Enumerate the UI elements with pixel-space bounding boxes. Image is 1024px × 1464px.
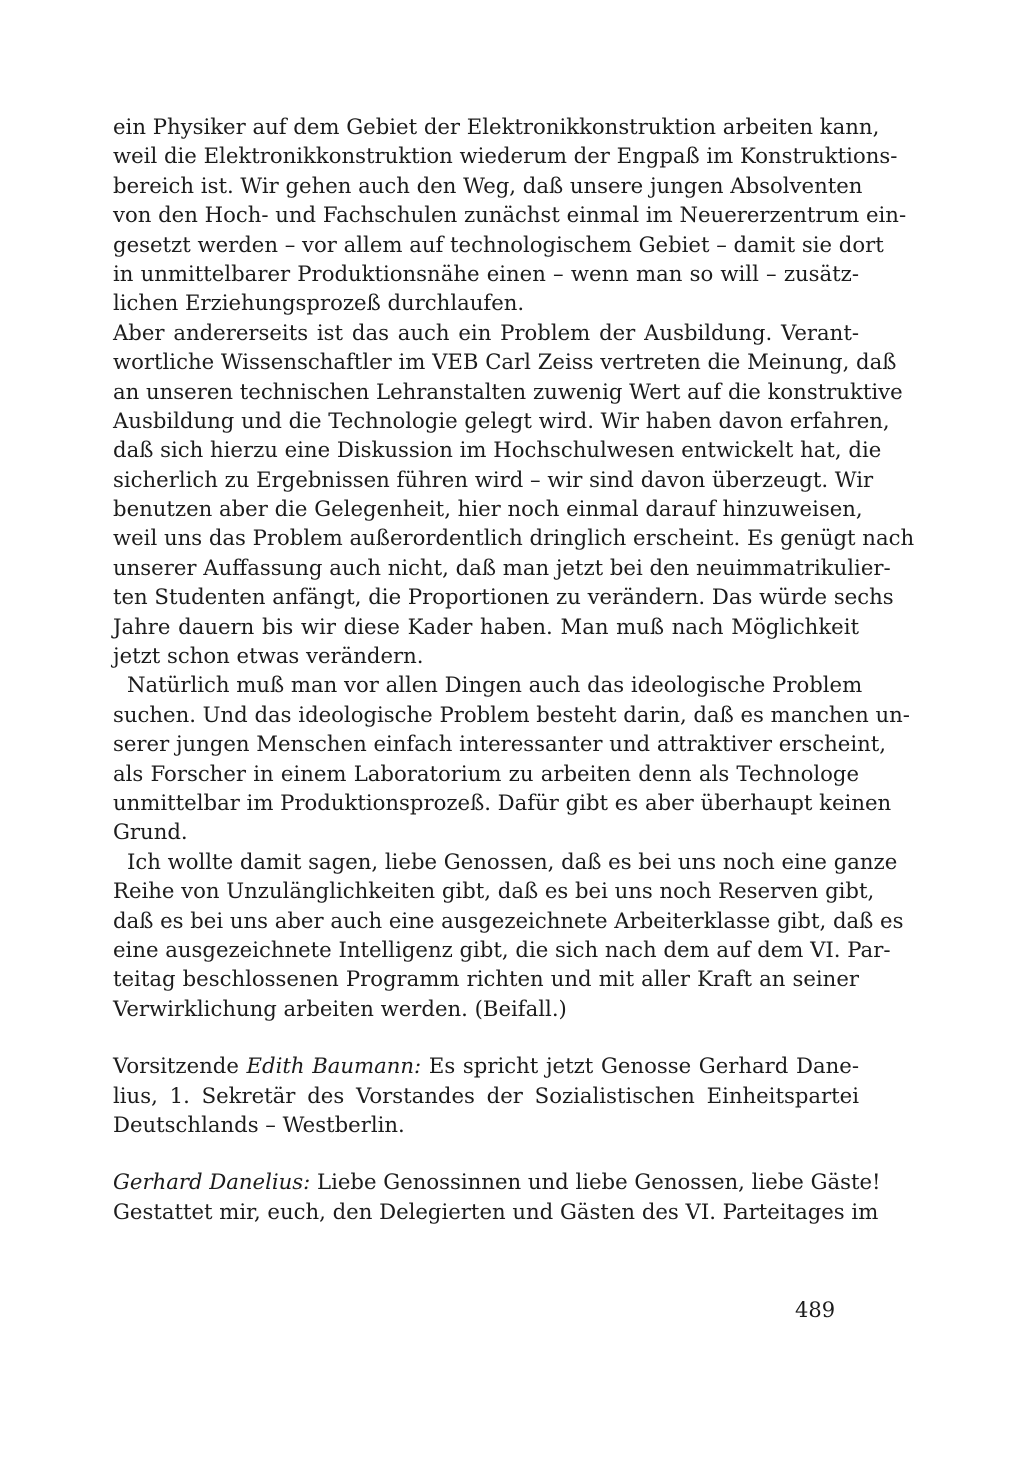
- speech-speaker-name: Gerhard Danelius:: [113, 1169, 311, 1195]
- paragraph: [113, 318, 915, 671]
- chair-speaker-name: Edith Baumann:: [246, 1053, 422, 1079]
- paragraph: [113, 112, 907, 318]
- text-line: daß sich hierzu eine Diskussion im Hochschulwesen entwickelt hat, die: [113, 437, 882, 463]
- page-number: 489: [795, 1298, 836, 1322]
- text-line: bereich ist. Wir gehen auch den Weg, daß unsere jungen Absolventen: [113, 172, 863, 198]
- text-line: Verwirklichung arbeiten werden. (Beifall.): [113, 995, 567, 1021]
- text-line: Aber andererseits ist das auch ein Problem der Ausbildung. Verant-: [113, 319, 859, 345]
- text-line: Deutschlands – Westberlin.: [113, 1111, 405, 1137]
- text-line: sicherlich zu Ergebnissen führen wird – wir sind davon überzeugt. Wir: [113, 466, 874, 492]
- section-gap: [113, 1139, 859, 1167]
- text-line: [113, 1167, 881, 1196]
- text-line: Ich wollte damit sagen, liebe Genossen, daß es bei uns noch eine ganze: [127, 848, 898, 874]
- chair-announcement: [113, 1051, 859, 1139]
- chair-prefix: Vorsitzende: [113, 1053, 247, 1079]
- text-line: lichen Erziehungsprozeß durchlaufen.: [113, 290, 525, 316]
- paragraph: [113, 670, 910, 846]
- text-line: Reihe von Unzulänglichkeiten gibt, daß es bei uns noch Reserven gibt,: [113, 878, 875, 904]
- text-line: gesetzt werden – vor allem auf technologischem Gebiet – damit sie dort: [113, 231, 884, 257]
- speech-line-text: Liebe Genossinnen und liebe Genossen, liebe Gäste!: [310, 1169, 881, 1195]
- text-line: [113, 1051, 859, 1080]
- text-line: unmittelbar im Produktionsprozeß. Dafür gibt es aber überhaupt keinen: [113, 789, 892, 815]
- chair-line-text: Es spricht jetzt Genosse Gerhard Dane-: [421, 1053, 859, 1079]
- text-line: weil die Elektronikkonstruktion wiederum der Engpaß im Konstruktions-: [113, 143, 898, 169]
- text-line: ein Physiker auf dem Gebiet der Elektronikkonstruktion arbeiten kann,: [113, 114, 880, 139]
- text-line: eine ausgezeichnete Intelligenz gibt, die sich nach dem auf dem VI. Par-: [113, 936, 891, 962]
- section-gap: [113, 1023, 859, 1051]
- text-line: von den Hoch- und Fachschulen zunächst einmal im Neuererzentrum ein-: [113, 202, 907, 228]
- text-line: Natürlich muß man vor allen Dingen auch das ideologische Problem: [127, 672, 863, 698]
- text-line: teitag beschlossenen Programm richten und mit aller Kraft an seiner: [113, 966, 859, 992]
- text-line: lius, 1. Sekretär des Vorstandes der Sozialistischen Einheitspartei: [113, 1082, 859, 1108]
- text-line: in unmittelbarer Produktionsnähe einen – wenn man so will – zusätz-: [113, 260, 859, 286]
- text-line: serer jungen Menschen einfach interessanter und attraktiver erscheint,: [113, 731, 887, 757]
- text-line: jetzt schon etwas verändern.: [113, 643, 424, 669]
- text-line: suchen. Und das ideologische Problem besteht darin, daß es manchen un-: [113, 701, 910, 727]
- text-line: daß es bei uns aber auch eine ausgezeichnete Arbeiterklasse gibt, daß es: [113, 907, 904, 933]
- text-line: benutzen aber die Gelegenheit, hier noch einmal darauf hinzuweisen,: [113, 496, 863, 522]
- paragraph: [113, 847, 904, 1023]
- text-line: als Forscher in einem Laboratorium zu arbeiten denn als Technologe: [113, 760, 859, 786]
- text-line: ten Studenten anfängt, die Proportionen zu verändern. Das würde sechs: [113, 584, 894, 610]
- page-body: [113, 112, 915, 1226]
- text-line: wortliche Wissenschaftler im VEB Carl Zeiss vertreten die Meinung, daß: [113, 349, 897, 375]
- text-line: Ausbildung und die Technologie gelegt wird. Wir haben davon erfahren,: [113, 407, 890, 433]
- text-line: Gestattet mir, euch, den Delegierten und Gästen des VI. Parteitages im: [113, 1198, 879, 1224]
- text-line: weil uns das Problem außerordentlich dringlich erscheint. Es genügt nach: [113, 525, 915, 551]
- text-line: Jahre dauern bis wir diese Kader haben. Man muß nach Möglichkeit: [113, 613, 859, 639]
- text-line: unserer Auffassung auch nicht, daß man jetzt bei den neuimmatrikulier-: [113, 554, 891, 580]
- text-line: Grund.: [113, 819, 188, 845]
- speech-start: [113, 1167, 881, 1226]
- text-line: an unseren technischen Lehranstalten zuwenig Wert auf die konstruktive: [113, 378, 903, 404]
